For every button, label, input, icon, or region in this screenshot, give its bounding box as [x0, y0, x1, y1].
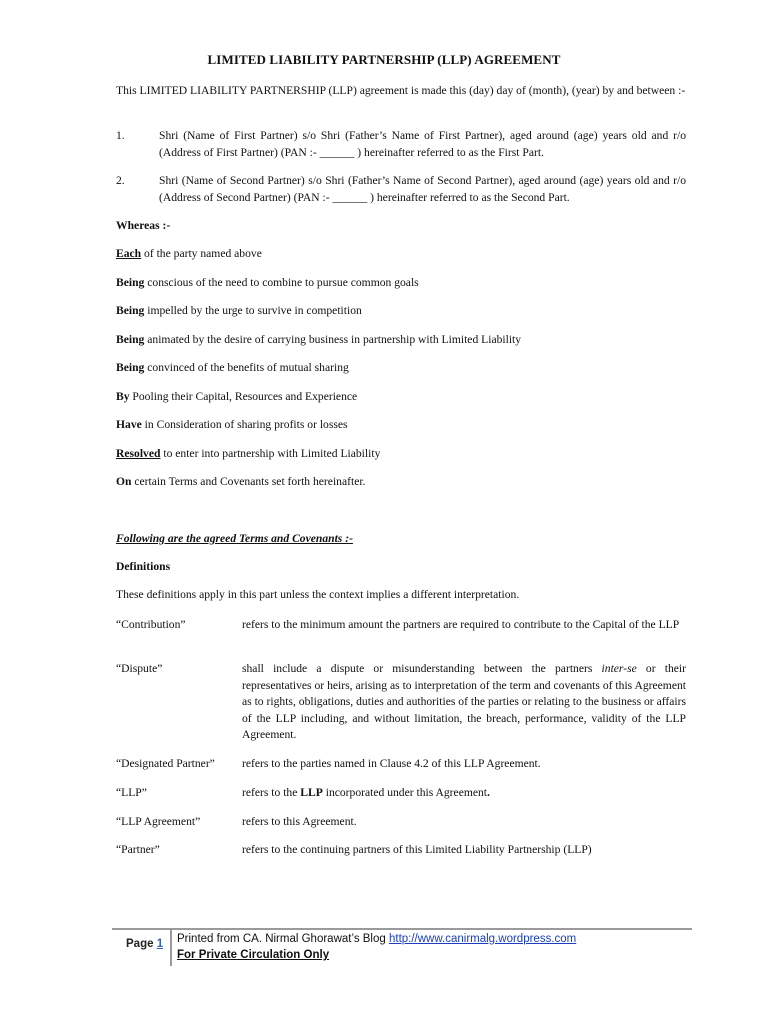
recital-text: to enter into partnership with Limited Liability: [160, 447, 381, 460]
recital-keyword: Resolved: [116, 447, 161, 460]
recital-line: [116, 360, 349, 376]
recital-text: convinced of the benefits of mutual sharing: [144, 361, 349, 374]
recital-text: in Consideration of sharing profits or losses: [141, 418, 348, 431]
definition-text-bold: LLP: [300, 786, 323, 799]
recital-line: [116, 246, 262, 262]
recital-keyword: On: [116, 475, 132, 488]
recital-line: [116, 446, 380, 462]
party-text: Shri (Name of First Partner) s/o Shri (Father’s Name of First Partner), aged around (age) years old and r/o (Address of First Partner) (PAN :- ______ ) hereinafter referred to as the First Part.: [159, 129, 686, 159]
recital-keyword: By: [116, 390, 130, 403]
recital-text: impelled by the urge to survive in competition: [144, 304, 362, 317]
recital-text: certain Terms and Covenants set forth hereinafter.: [131, 475, 366, 488]
recital-text: of the party named above: [141, 247, 262, 260]
recital-line: [116, 332, 521, 348]
definition-text: [242, 785, 686, 802]
footer-text: [177, 931, 576, 963]
definition-term: “LLP Agreement”: [116, 815, 201, 828]
recital-line: [116, 275, 419, 291]
recital-keyword: Being: [116, 304, 145, 317]
page-number: 1: [156, 938, 164, 950]
party-number: 1.: [116, 129, 125, 142]
document-title: LIMITED LIABILITY PARTNERSHIP (LLP) AGREEMENT: [207, 52, 561, 67]
definition-text-part: or their representatives or heirs, arising as to interpretation of the term and covenants of this Agreement as to rights, obligations, duties and authorities of the parties or relating to the business or affairs of the LLP including, and without limitation, the breach, performance, validity of the LLP Agreement.: [242, 662, 687, 742]
definitions-heading: Definitions: [116, 560, 171, 573]
blog-link[interactable]: http://www.canirmalg.wordpress.com: [388, 933, 577, 945]
party-number: 2.: [116, 174, 125, 187]
recital-text: Pooling their Capital, Resources and Experience: [129, 390, 358, 403]
recital-keyword: Being: [116, 333, 145, 346]
definition-term: “Dispute”: [116, 662, 163, 675]
page-number-label: [126, 938, 163, 950]
definition-text: refers to the parties named in Clause 4.2 of this LLP Agreement.: [242, 757, 541, 770]
footer-divider: [112, 928, 692, 930]
definition-text: refers to the minimum amount the partners are required to contribute to the Capital of the LLP: [242, 618, 680, 631]
page-label-text: Page: [126, 938, 154, 950]
recital-line: [116, 389, 357, 405]
recital-keyword: Being: [116, 361, 145, 374]
definition-text-part: shall include a dispute or misunderstanding between the partners: [242, 662, 602, 675]
definition-text-italic: inter-se: [601, 662, 637, 675]
definition-term: “LLP”: [116, 786, 147, 799]
recital-line: [116, 303, 362, 319]
definition-text: [242, 661, 686, 744]
terms-heading: Following are the agreed Terms and Covenants :-: [116, 532, 353, 545]
definition-term: “Designated Partner”: [116, 757, 215, 770]
footer-vertical-divider: [170, 929, 172, 966]
party-text: Shri (Name of Second Partner) s/o Shri (Father’s Name of Second Partner), aged around (age) years old and r/o (Address of Second Partner) (PAN :- ______ ) hereinafter referred to as the Second Part.: [159, 174, 686, 204]
definition-term: “Partner”: [116, 843, 160, 856]
definitions-intro: These definitions apply in this part unless the context implies a different interpretation.: [116, 588, 520, 601]
intro-paragraph: This LIMITED LIABILITY PARTNERSHIP (LLP) agreement is made this (day) day of (month), (year) by and between :-: [116, 84, 686, 97]
recital-line: [116, 417, 348, 433]
definition-text: refers to this Agreement.: [242, 815, 357, 828]
recital-keyword: Have: [116, 418, 142, 431]
recital-keyword: Being: [116, 276, 145, 289]
definition-term: “Contribution”: [116, 618, 186, 631]
whereas-label: Whereas :-: [116, 219, 171, 232]
footer-printed-from: Printed from CA. Nirmal Ghorawat’s Blog: [177, 933, 389, 945]
definition-text-part: refers to the: [242, 786, 301, 799]
recital-text: animated by the desire of carrying business in partnership with Limited Liability: [144, 333, 522, 346]
definition-text-bold: .: [487, 786, 490, 799]
definition-text: refers to the continuing partners of this Limited Liability Partnership (LLP): [242, 843, 592, 856]
recital-keyword: Each: [116, 247, 142, 260]
footer-circulation: For Private Circulation Only: [177, 949, 330, 961]
recital-text: conscious of the need to combine to pursue common goals: [144, 276, 419, 289]
footer-printed-line: [177, 931, 576, 947]
definition-text-part: incorporated under this Agreement: [322, 786, 488, 799]
recital-line: [116, 474, 365, 490]
